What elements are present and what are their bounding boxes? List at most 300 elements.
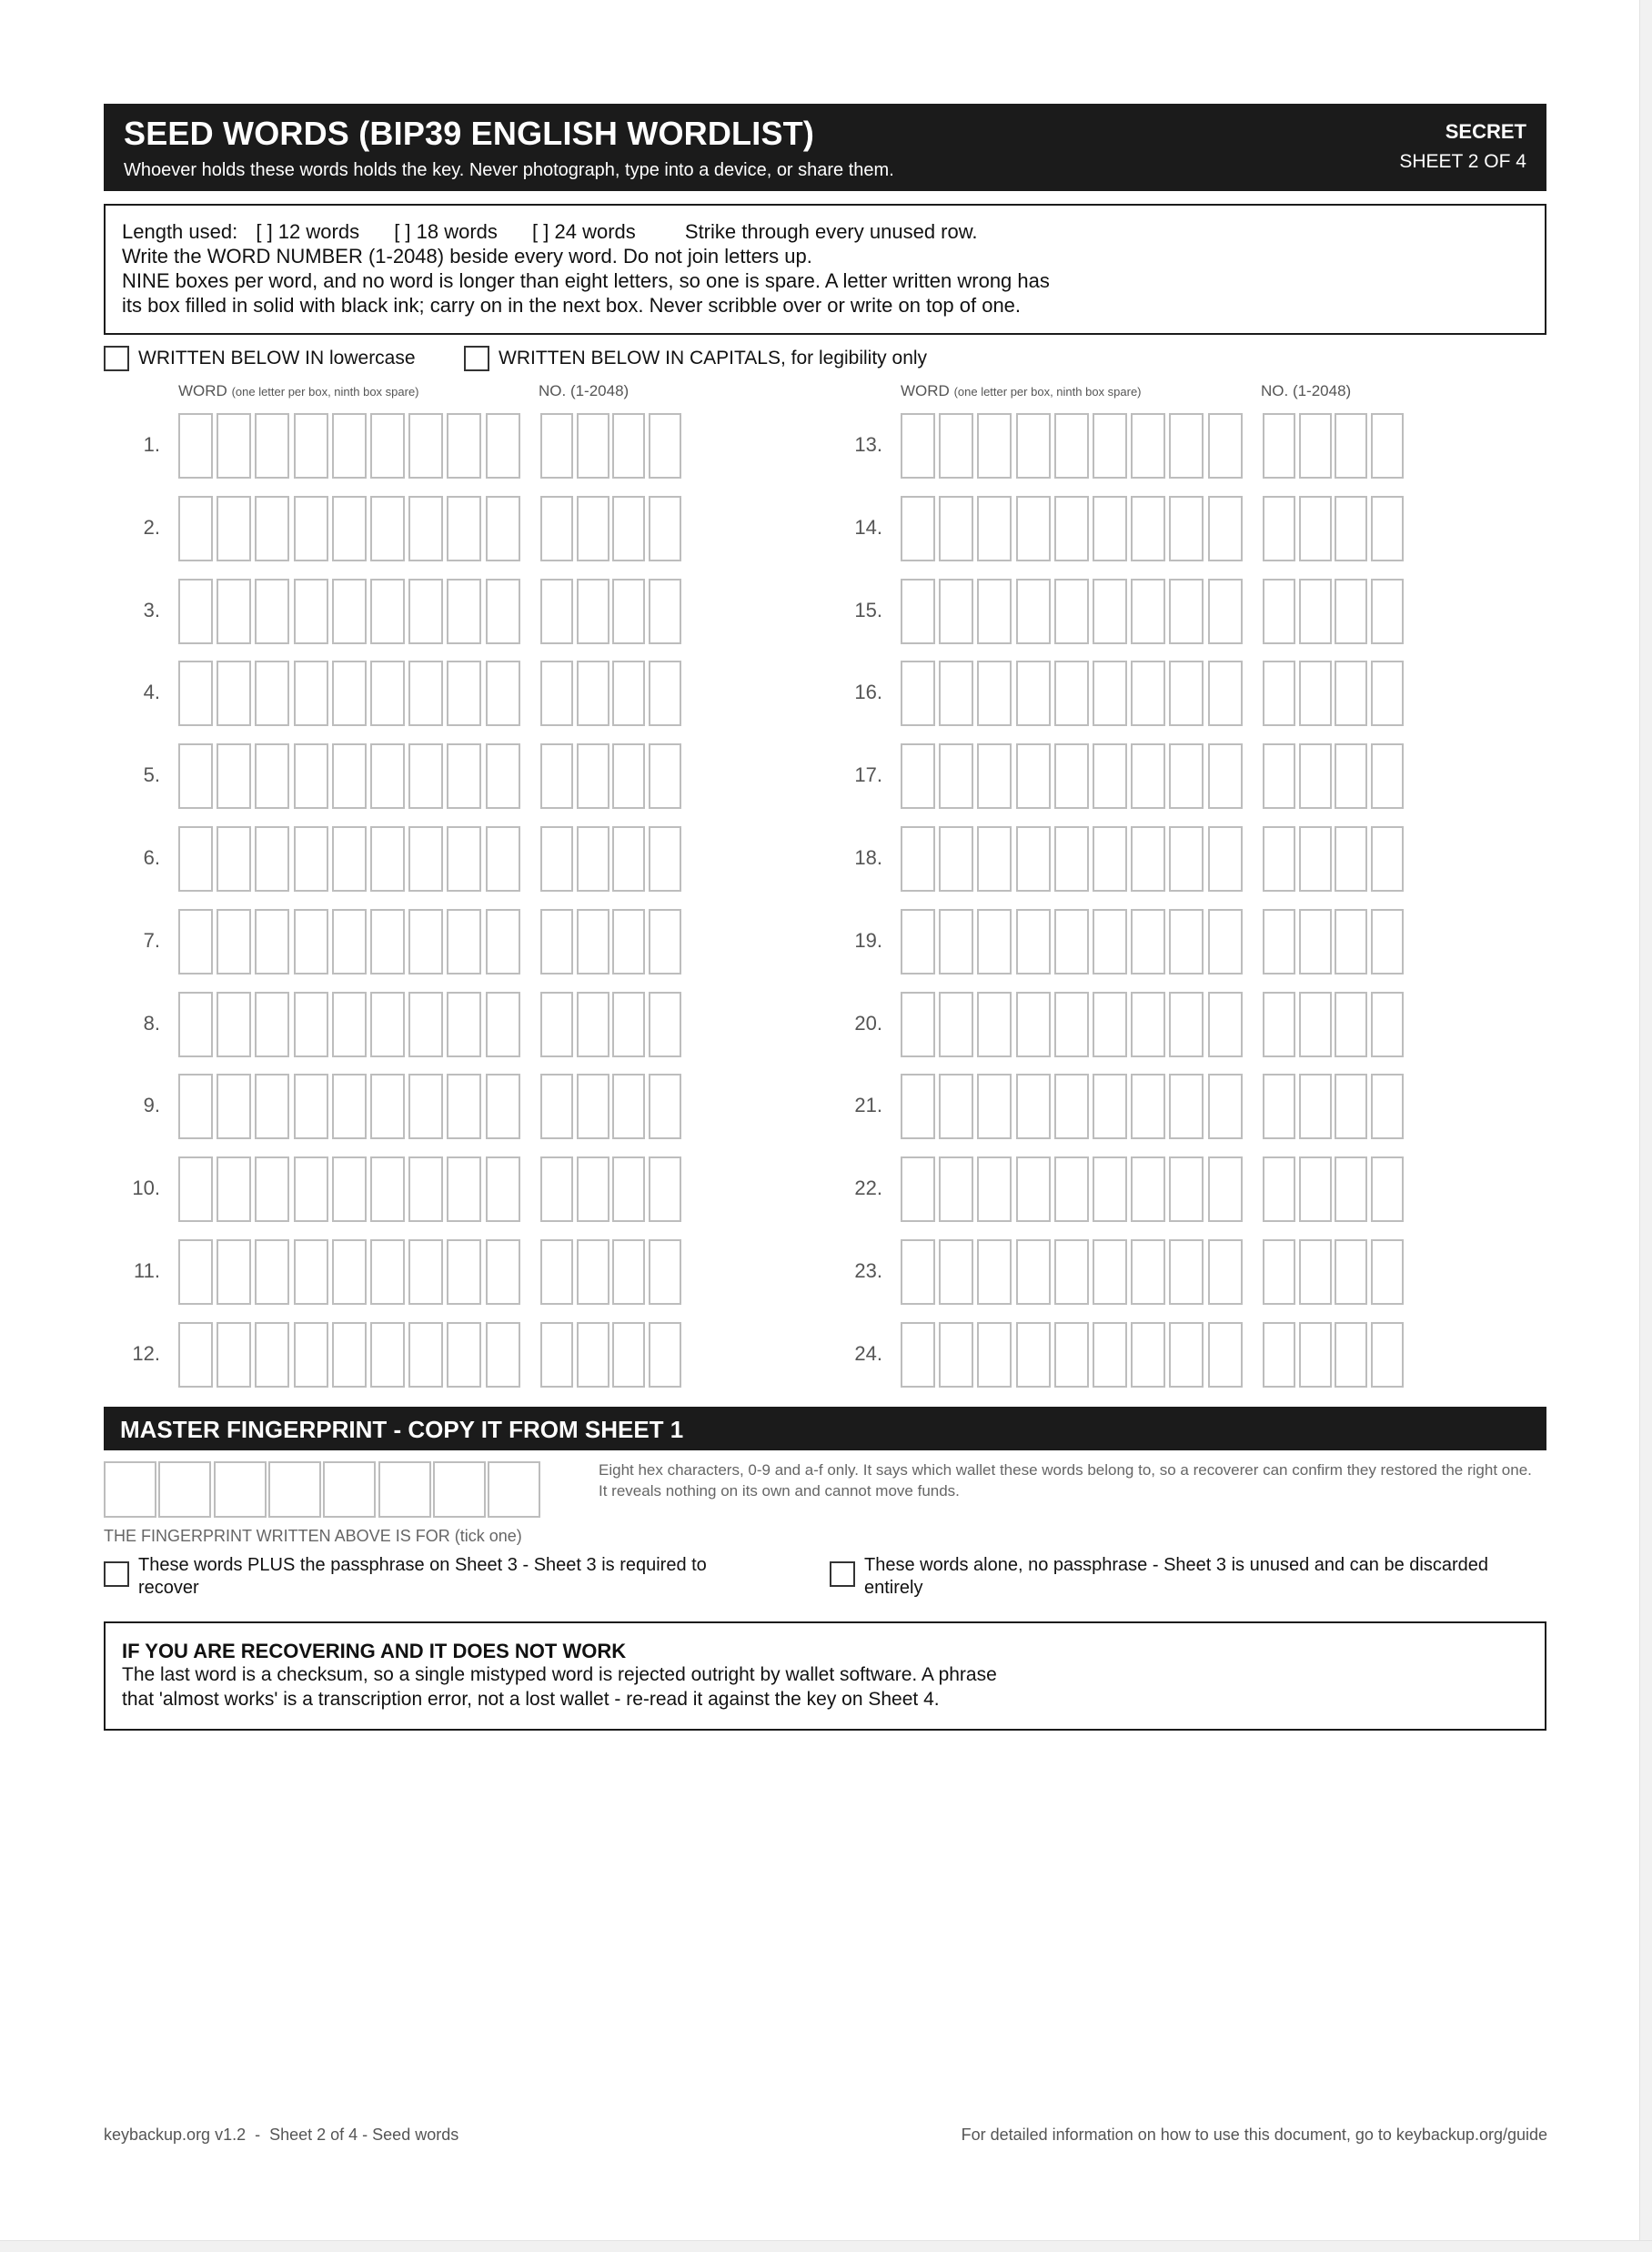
letter-box[interactable]	[486, 579, 520, 644]
word-number-digit-box[interactable]	[577, 413, 609, 479]
word-number-digit-box[interactable]	[1335, 1322, 1367, 1388]
letter-box[interactable]	[447, 992, 481, 1057]
word-number-digit-box[interactable]	[540, 1322, 573, 1388]
word-number-digit-box[interactable]	[649, 909, 681, 975]
letter-box[interactable]	[1054, 579, 1089, 644]
word-number-digit-box[interactable]	[1371, 1322, 1404, 1388]
letter-box[interactable]	[1131, 992, 1165, 1057]
word-number-digit-box[interactable]	[612, 579, 645, 644]
letter-box[interactable]	[370, 743, 405, 809]
word-number-digit-box[interactable]	[1371, 1156, 1404, 1222]
letter-box[interactable]	[217, 1322, 251, 1388]
letter-box[interactable]	[1054, 661, 1089, 726]
word-number-digit-box[interactable]	[612, 1074, 645, 1139]
letter-box[interactable]	[447, 1156, 481, 1222]
word-number-digit-box[interactable]	[649, 1239, 681, 1305]
word-number-digit-box[interactable]	[1263, 992, 1295, 1057]
word-number-digit-box[interactable]	[612, 413, 645, 479]
letter-box[interactable]	[1054, 743, 1089, 809]
word-number-digit-box[interactable]	[1335, 1074, 1367, 1139]
letter-box[interactable]	[217, 661, 251, 726]
letter-box[interactable]	[977, 579, 1012, 644]
word-number-digit-box[interactable]	[649, 661, 681, 726]
word-number-digit-box[interactable]	[649, 413, 681, 479]
word-number-digit-box[interactable]	[649, 1074, 681, 1139]
letter-box[interactable]	[939, 413, 973, 479]
letter-box[interactable]	[1016, 413, 1051, 479]
letter-box[interactable]	[977, 1322, 1012, 1388]
letter-box[interactable]	[1131, 413, 1165, 479]
letter-box[interactable]	[1169, 579, 1204, 644]
word-number-digit-box[interactable]	[577, 743, 609, 809]
letter-box[interactable]	[332, 413, 367, 479]
letter-box[interactable]	[332, 1322, 367, 1388]
letter-box[interactable]	[178, 1322, 213, 1388]
letter-box[interactable]	[939, 1156, 973, 1222]
letter-box[interactable]	[447, 1074, 481, 1139]
letter-box[interactable]	[217, 1239, 251, 1305]
word-number-digit-box[interactable]	[1299, 826, 1332, 892]
word-number-digit-box[interactable]	[1371, 826, 1404, 892]
letter-box[interactable]	[939, 661, 973, 726]
letter-box[interactable]	[1208, 1239, 1243, 1305]
word-number-digit-box[interactable]	[540, 661, 573, 726]
letter-box[interactable]	[255, 1074, 289, 1139]
letter-box[interactable]	[294, 579, 328, 644]
letter-box[interactable]	[178, 413, 213, 479]
word-number-digit-box[interactable]	[1263, 826, 1295, 892]
letter-box[interactable]	[1208, 413, 1243, 479]
letter-box[interactable]	[1131, 1322, 1165, 1388]
letter-box[interactable]	[408, 579, 443, 644]
letter-box[interactable]	[178, 1074, 213, 1139]
letter-box[interactable]	[217, 909, 251, 975]
word-number-digit-box[interactable]	[649, 992, 681, 1057]
letter-box[interactable]	[294, 496, 328, 561]
word-number-digit-box[interactable]	[540, 1239, 573, 1305]
letter-box[interactable]	[1169, 496, 1204, 561]
letter-box[interactable]	[486, 992, 520, 1057]
letter-box[interactable]	[1093, 579, 1127, 644]
word-number-digit-box[interactable]	[540, 1156, 573, 1222]
letter-box[interactable]	[901, 496, 935, 561]
letter-box[interactable]	[1169, 909, 1204, 975]
letter-box[interactable]	[939, 496, 973, 561]
word-number-digit-box[interactable]	[1299, 496, 1332, 561]
letter-box[interactable]	[217, 413, 251, 479]
capitals-checkbox[interactable]	[464, 346, 489, 371]
letter-box[interactable]	[332, 1074, 367, 1139]
word-number-digit-box[interactable]	[577, 992, 609, 1057]
letter-box[interactable]	[408, 826, 443, 892]
letter-box[interactable]	[1131, 661, 1165, 726]
word-number-digit-box[interactable]	[612, 496, 645, 561]
letter-box[interactable]	[486, 496, 520, 561]
letter-box[interactable]	[939, 826, 973, 892]
word-number-digit-box[interactable]	[1299, 1322, 1332, 1388]
letter-box[interactable]	[901, 1239, 935, 1305]
letter-box[interactable]	[901, 909, 935, 975]
length-option-12[interactable]: [ ] 12 words	[256, 220, 360, 243]
word-number-digit-box[interactable]	[1371, 1074, 1404, 1139]
letter-box[interactable]	[1169, 661, 1204, 726]
letter-box[interactable]	[1054, 1074, 1089, 1139]
letter-box[interactable]	[255, 743, 289, 809]
letter-box[interactable]	[1208, 743, 1243, 809]
letter-box[interactable]	[1016, 661, 1051, 726]
letter-box[interactable]	[1131, 826, 1165, 892]
word-number-digit-box[interactable]	[1263, 1156, 1295, 1222]
letter-box[interactable]	[486, 661, 520, 726]
letter-box[interactable]	[294, 1074, 328, 1139]
letter-box[interactable]	[294, 1322, 328, 1388]
letter-box[interactable]	[1169, 743, 1204, 809]
letter-box[interactable]	[370, 579, 405, 644]
letter-box[interactable]	[447, 743, 481, 809]
letter-box[interactable]	[370, 1156, 405, 1222]
letter-box[interactable]	[939, 909, 973, 975]
fingerprint-hex-box[interactable]	[488, 1461, 540, 1518]
letter-box[interactable]	[370, 661, 405, 726]
letter-box[interactable]	[255, 1156, 289, 1222]
letter-box[interactable]	[1054, 413, 1089, 479]
letter-box[interactable]	[370, 1239, 405, 1305]
letter-box[interactable]	[1093, 992, 1127, 1057]
word-number-digit-box[interactable]	[540, 496, 573, 561]
letter-box[interactable]	[178, 496, 213, 561]
letter-box[interactable]	[1131, 743, 1165, 809]
letter-box[interactable]	[1131, 579, 1165, 644]
word-number-digit-box[interactable]	[1263, 661, 1295, 726]
letter-box[interactable]	[1054, 496, 1089, 561]
word-number-digit-box[interactable]	[612, 992, 645, 1057]
word-number-digit-box[interactable]	[649, 743, 681, 809]
letter-box[interactable]	[901, 992, 935, 1057]
letter-box[interactable]	[486, 413, 520, 479]
word-number-digit-box[interactable]	[1371, 579, 1404, 644]
word-number-digit-box[interactable]	[649, 496, 681, 561]
word-number-digit-box[interactable]	[577, 1156, 609, 1222]
word-number-digit-box[interactable]	[577, 1074, 609, 1139]
word-number-digit-box[interactable]	[1299, 743, 1332, 809]
letter-box[interactable]	[1169, 1156, 1204, 1222]
letter-box[interactable]	[1093, 743, 1127, 809]
letter-box[interactable]	[255, 1322, 289, 1388]
word-number-digit-box[interactable]	[1335, 661, 1367, 726]
word-number-digit-box[interactable]	[540, 743, 573, 809]
word-number-digit-box[interactable]	[1335, 909, 1367, 975]
letter-box[interactable]	[332, 1156, 367, 1222]
letter-box[interactable]	[901, 1322, 935, 1388]
word-number-digit-box[interactable]	[612, 743, 645, 809]
letter-box[interactable]	[1208, 1322, 1243, 1388]
letter-box[interactable]	[370, 496, 405, 561]
letter-box[interactable]	[1016, 1322, 1051, 1388]
letter-box[interactable]	[1093, 496, 1127, 561]
word-number-digit-box[interactable]	[540, 826, 573, 892]
letter-box[interactable]	[1093, 1322, 1127, 1388]
letter-box[interactable]	[1131, 909, 1165, 975]
letter-box[interactable]	[294, 1239, 328, 1305]
letter-box[interactable]	[977, 661, 1012, 726]
fingerprint-hex-box[interactable]	[268, 1461, 321, 1518]
word-number-digit-box[interactable]	[612, 826, 645, 892]
word-number-digit-box[interactable]	[1299, 661, 1332, 726]
letter-box[interactable]	[1016, 992, 1051, 1057]
letter-box[interactable]	[217, 826, 251, 892]
letter-box[interactable]	[1093, 661, 1127, 726]
letter-box[interactable]	[255, 826, 289, 892]
word-number-digit-box[interactable]	[1263, 1322, 1295, 1388]
letter-box[interactable]	[408, 413, 443, 479]
letter-box[interactable]	[1131, 1156, 1165, 1222]
letter-box[interactable]	[294, 826, 328, 892]
word-number-digit-box[interactable]	[649, 1322, 681, 1388]
word-number-digit-box[interactable]	[540, 992, 573, 1057]
letter-box[interactable]	[370, 1322, 405, 1388]
letter-box[interactable]	[408, 1322, 443, 1388]
word-number-digit-box[interactable]	[577, 1322, 609, 1388]
lowercase-checkbox[interactable]	[104, 346, 129, 371]
word-number-digit-box[interactable]	[1299, 413, 1332, 479]
word-number-digit-box[interactable]	[1263, 413, 1295, 479]
letter-box[interactable]	[1208, 826, 1243, 892]
passphrase-option-checkbox[interactable]	[104, 1561, 129, 1587]
word-number-digit-box[interactable]	[1371, 992, 1404, 1057]
word-number-digit-box[interactable]	[1299, 992, 1332, 1057]
letter-box[interactable]	[408, 992, 443, 1057]
letter-box[interactable]	[447, 413, 481, 479]
letter-box[interactable]	[332, 743, 367, 809]
word-number-digit-box[interactable]	[1371, 1239, 1404, 1305]
letter-box[interactable]	[939, 992, 973, 1057]
word-number-digit-box[interactable]	[1299, 1156, 1332, 1222]
fingerprint-hex-box[interactable]	[104, 1461, 156, 1518]
word-number-digit-box[interactable]	[612, 1156, 645, 1222]
letter-box[interactable]	[1208, 992, 1243, 1057]
letter-box[interactable]	[977, 992, 1012, 1057]
letter-box[interactable]	[901, 1074, 935, 1139]
letter-box[interactable]	[1093, 1239, 1127, 1305]
letter-box[interactable]	[294, 1156, 328, 1222]
letter-box[interactable]	[255, 413, 289, 479]
word-number-digit-box[interactable]	[1335, 1239, 1367, 1305]
letter-box[interactable]	[901, 826, 935, 892]
letter-box[interactable]	[486, 1239, 520, 1305]
word-number-digit-box[interactable]	[1371, 661, 1404, 726]
word-number-digit-box[interactable]	[1371, 743, 1404, 809]
word-number-digit-box[interactable]	[612, 1322, 645, 1388]
letter-box[interactable]	[1016, 826, 1051, 892]
letter-box[interactable]	[178, 743, 213, 809]
word-number-digit-box[interactable]	[1335, 579, 1367, 644]
letter-box[interactable]	[901, 579, 935, 644]
letter-box[interactable]	[178, 1239, 213, 1305]
word-number-digit-box[interactable]	[649, 1156, 681, 1222]
letter-box[interactable]	[901, 743, 935, 809]
letter-box[interactable]	[255, 496, 289, 561]
letter-box[interactable]	[1016, 909, 1051, 975]
letter-box[interactable]	[332, 661, 367, 726]
letter-box[interactable]	[294, 992, 328, 1057]
letter-box[interactable]	[255, 1239, 289, 1305]
letter-box[interactable]	[1054, 909, 1089, 975]
letter-box[interactable]	[1016, 579, 1051, 644]
letter-box[interactable]	[1169, 1322, 1204, 1388]
word-number-digit-box[interactable]	[577, 496, 609, 561]
fingerprint-hex-box[interactable]	[433, 1461, 486, 1518]
letter-box[interactable]	[217, 496, 251, 561]
letter-box[interactable]	[447, 1322, 481, 1388]
letter-box[interactable]	[977, 909, 1012, 975]
letter-box[interactable]	[447, 579, 481, 644]
word-number-digit-box[interactable]	[649, 826, 681, 892]
letter-box[interactable]	[408, 1074, 443, 1139]
letter-box[interactable]	[977, 826, 1012, 892]
letter-box[interactable]	[977, 1074, 1012, 1139]
letter-box[interactable]	[408, 1239, 443, 1305]
letter-box[interactable]	[1169, 413, 1204, 479]
word-number-digit-box[interactable]	[577, 826, 609, 892]
no-passphrase-option-checkbox[interactable]	[830, 1561, 855, 1587]
letter-box[interactable]	[447, 496, 481, 561]
letter-box[interactable]	[939, 1074, 973, 1139]
letter-box[interactable]	[486, 909, 520, 975]
fingerprint-hex-box[interactable]	[378, 1461, 431, 1518]
word-number-digit-box[interactable]	[1263, 579, 1295, 644]
word-number-digit-box[interactable]	[1263, 496, 1295, 561]
letter-box[interactable]	[1131, 1239, 1165, 1305]
length-option-24[interactable]: [ ] 24 words	[532, 220, 636, 243]
word-number-digit-box[interactable]	[577, 661, 609, 726]
letter-box[interactable]	[1016, 743, 1051, 809]
letter-box[interactable]	[939, 743, 973, 809]
letter-box[interactable]	[901, 1156, 935, 1222]
letter-box[interactable]	[1169, 992, 1204, 1057]
letter-box[interactable]	[1016, 1239, 1051, 1305]
letter-box[interactable]	[370, 826, 405, 892]
word-number-digit-box[interactable]	[1299, 1074, 1332, 1139]
word-number-digit-box[interactable]	[1263, 743, 1295, 809]
letter-box[interactable]	[939, 1239, 973, 1305]
letter-box[interactable]	[332, 992, 367, 1057]
word-number-digit-box[interactable]	[1335, 743, 1367, 809]
letter-box[interactable]	[332, 496, 367, 561]
letter-box[interactable]	[1093, 826, 1127, 892]
word-number-digit-box[interactable]	[1299, 579, 1332, 644]
word-number-digit-box[interactable]	[1371, 909, 1404, 975]
letter-box[interactable]	[1169, 1239, 1204, 1305]
letter-box[interactable]	[977, 496, 1012, 561]
letter-box[interactable]	[217, 1074, 251, 1139]
word-number-digit-box[interactable]	[1263, 909, 1295, 975]
letter-box[interactable]	[255, 909, 289, 975]
letter-box[interactable]	[447, 826, 481, 892]
letter-box[interactable]	[370, 992, 405, 1057]
word-number-digit-box[interactable]	[1335, 826, 1367, 892]
letter-box[interactable]	[255, 579, 289, 644]
letter-box[interactable]	[447, 661, 481, 726]
letter-box[interactable]	[486, 826, 520, 892]
letter-box[interactable]	[1093, 1156, 1127, 1222]
letter-box[interactable]	[977, 413, 1012, 479]
letter-box[interactable]	[1208, 496, 1243, 561]
letter-box[interactable]	[1131, 1074, 1165, 1139]
letter-box[interactable]	[939, 579, 973, 644]
letter-box[interactable]	[294, 743, 328, 809]
letter-box[interactable]	[370, 909, 405, 975]
letter-box[interactable]	[1054, 1239, 1089, 1305]
letter-box[interactable]	[178, 909, 213, 975]
letter-box[interactable]	[408, 743, 443, 809]
word-number-digit-box[interactable]	[1335, 1156, 1367, 1222]
fingerprint-hex-box[interactable]	[214, 1461, 267, 1518]
letter-box[interactable]	[977, 743, 1012, 809]
letter-box[interactable]	[447, 1239, 481, 1305]
letter-box[interactable]	[1208, 1156, 1243, 1222]
letter-box[interactable]	[486, 1322, 520, 1388]
word-number-digit-box[interactable]	[1371, 496, 1404, 561]
word-number-digit-box[interactable]	[1263, 1074, 1295, 1139]
word-number-digit-box[interactable]	[540, 1074, 573, 1139]
word-number-digit-box[interactable]	[1263, 1239, 1295, 1305]
letter-box[interactable]	[901, 413, 935, 479]
letter-box[interactable]	[217, 992, 251, 1057]
letter-box[interactable]	[977, 1156, 1012, 1222]
letter-box[interactable]	[217, 743, 251, 809]
letter-box[interactable]	[178, 826, 213, 892]
letter-box[interactable]	[1054, 1322, 1089, 1388]
fingerprint-hex-box[interactable]	[158, 1461, 211, 1518]
letter-box[interactable]	[486, 1074, 520, 1139]
letter-box[interactable]	[1093, 413, 1127, 479]
letter-box[interactable]	[977, 1239, 1012, 1305]
letter-box[interactable]	[217, 579, 251, 644]
letter-box[interactable]	[1169, 1074, 1204, 1139]
letter-box[interactable]	[1169, 826, 1204, 892]
letter-box[interactable]	[332, 579, 367, 644]
letter-box[interactable]	[901, 661, 935, 726]
length-option-18[interactable]: [ ] 18 words	[394, 220, 498, 243]
letter-box[interactable]	[939, 1322, 973, 1388]
letter-box[interactable]	[178, 661, 213, 726]
word-number-digit-box[interactable]	[540, 413, 573, 479]
letter-box[interactable]	[1208, 1074, 1243, 1139]
letter-box[interactable]	[408, 661, 443, 726]
word-number-digit-box[interactable]	[1335, 413, 1367, 479]
letter-box[interactable]	[1016, 1074, 1051, 1139]
word-number-digit-box[interactable]	[612, 909, 645, 975]
fingerprint-hex-box[interactable]	[323, 1461, 376, 1518]
letter-box[interactable]	[1093, 909, 1127, 975]
letter-box[interactable]	[1131, 496, 1165, 561]
letter-box[interactable]	[294, 661, 328, 726]
word-number-digit-box[interactable]	[1371, 413, 1404, 479]
letter-box[interactable]	[1208, 909, 1243, 975]
letter-box[interactable]	[294, 413, 328, 479]
word-number-digit-box[interactable]	[612, 1239, 645, 1305]
letter-box[interactable]	[255, 992, 289, 1057]
word-number-digit-box[interactable]	[649, 579, 681, 644]
letter-box[interactable]	[217, 1156, 251, 1222]
letter-box[interactable]	[255, 661, 289, 726]
word-number-digit-box[interactable]	[1299, 909, 1332, 975]
letter-box[interactable]	[178, 992, 213, 1057]
word-number-digit-box[interactable]	[1335, 496, 1367, 561]
letter-box[interactable]	[408, 909, 443, 975]
letter-box[interactable]	[1016, 496, 1051, 561]
word-number-digit-box[interactable]	[577, 909, 609, 975]
